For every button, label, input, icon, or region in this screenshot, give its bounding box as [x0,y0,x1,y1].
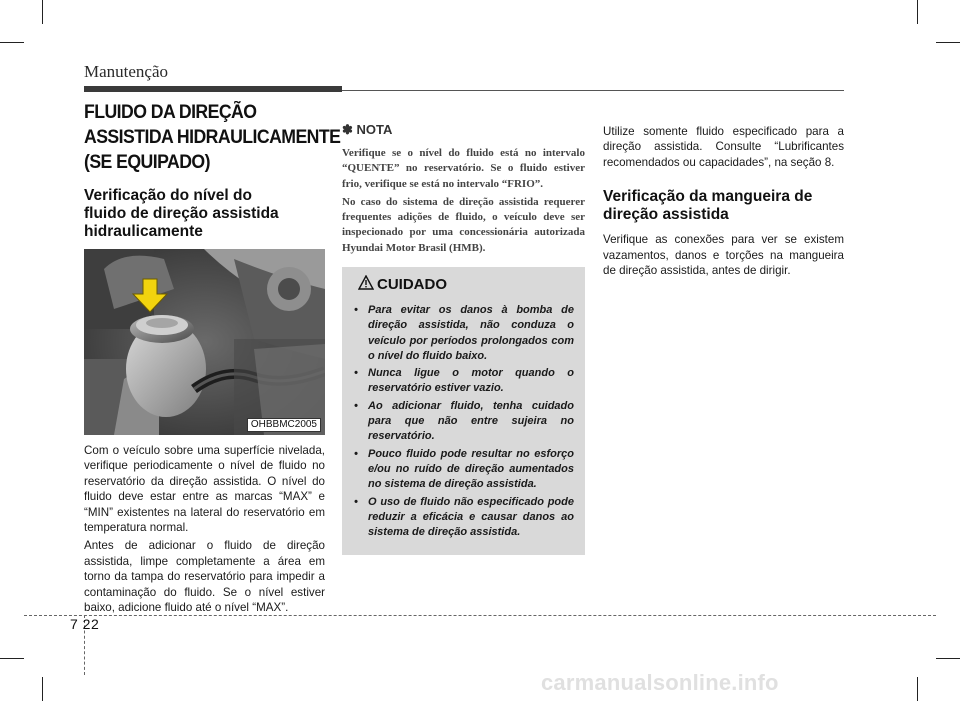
column-middle [342,100,585,259]
caution-item-text: Para evitar os danos à bomba de direção assistida, não conduza o veículo por períodos prolongados com o nível do fluido baixo. [368,304,574,362]
caution-list [354,303,574,542]
crop-mark [0,658,24,659]
caution-item: • Nunca ligue o motor quando o reservatório estiver vazio. [354,367,574,395]
crop-mark [0,42,24,43]
caution-title: CUIDADO [377,276,447,293]
caution-item: • O uso de fluido não especificado pode reduzir a eficácia e causar danos ao sistema de direção assistida. [354,495,574,539]
subsection-title [84,187,325,241]
subsection-title-line: Verificação da mangueira de [603,188,813,206]
note-title: ✽ NOTA [342,122,393,137]
subsection-title-line: Verificação do nível do [84,187,252,204]
image-code: OHBBMC2005 [247,418,321,432]
crop-mark [936,42,960,43]
subsection-title-line: fluido de direção assistida [84,205,279,222]
note-paragraph: No caso do sistema de direção assistida requerer frequentes adições de fluido, o veículo deve ser inspecionado por uma concessionária autorizada Hyundai Motor Brasil (HMB). [342,195,585,254]
paragraph: Com o veículo sobre uma superfície nivelada, verifique periodicamente o nível de fluido no reservatório da direção assistida. O nível do fluido deve estar entre as marcas “MAX” e “MIN” existentes na lateral do reservatório em temperatura normal. [84,444,325,535]
section-header: Manutenção [84,62,169,81]
note-paragraph: Verifique se o nível do fluido está no intervalo “QUENTE” no reservatório. Se o fluido estiver frio, verifique se está no intervalo “FRIO”. [342,147,585,190]
paragraph: Verifique as conexões para ver se existem vazamentos, danos e torções na mangueira de direção assistida, antes de dirigir. [603,233,844,278]
crop-mark [42,0,43,24]
warning-triangle-icon [358,275,374,290]
section-title-line: FLUIDO DA DIREÇÃO [84,102,257,123]
crop-mark [917,0,918,24]
caution-item: • Para evitar os danos à bomba de direção assistida, não conduza o veículo por períodos prolongados com o nível do fluido baixo. [354,304,574,362]
caution-item: • Pouco fluido pode resultar no esforço e/ou no ruído de direção aumentados no sistema de direção assistida. [354,447,574,491]
caution-item-text: Nunca ligue o motor quando o reservatório estiver vazio. [368,367,574,395]
subsection-title [603,188,844,224]
caution-item-text: Ao adicionar fluido, tenha cuidado para que não entre sujeira no reservatório. [368,399,574,443]
crop-mark [42,677,43,701]
crop-mark [917,677,918,701]
paragraph: Antes de adicionar o fluido de direção assistida, limpe completamente a área em torno da tampa do reservatório para impedir a contaminação do fluido. Se o nível estiver baixo, adicione fluido até o nível “MAX”. [84,539,325,615]
caution-item-text: O uso de fluido não especificado pode reduzir a eficácia e causar danos ao sistema de direção assistida. [368,495,574,539]
engine-bay-photo [84,249,325,435]
page-number: 7 22 [70,616,100,632]
caution-item-text: Pouco fluido pode resultar no esforço e/ou no ruído de direção aumentados no sistema de direção assistida. [368,447,574,491]
footer-dashed-line [24,615,936,616]
caution-item: • Ao adicionar fluido, tenha cuidado para que não entre sujeira no reservatório. [354,399,574,443]
section-title-line: ASSISTIDA HIDRAULICAMENTE [84,127,341,148]
column-right [603,124,844,281]
watermark: carmanualsonline.info [541,670,779,695]
section-title-line: (SE EQUIPADO) [84,152,210,173]
section-title [84,100,341,175]
header-bar [84,86,342,92]
column-left [84,100,341,618]
subsection-title-line: hidraulicamente [84,223,203,240]
subsection-title-line: direção assistida [603,206,729,224]
caution-box [342,267,585,555]
crop-mark [936,658,960,659]
paragraph: Utilize somente fluido especificado para a direção assistida. Consulte “Lubrificantes recomendados ou capacidades”, na seção 8. [603,125,844,169]
